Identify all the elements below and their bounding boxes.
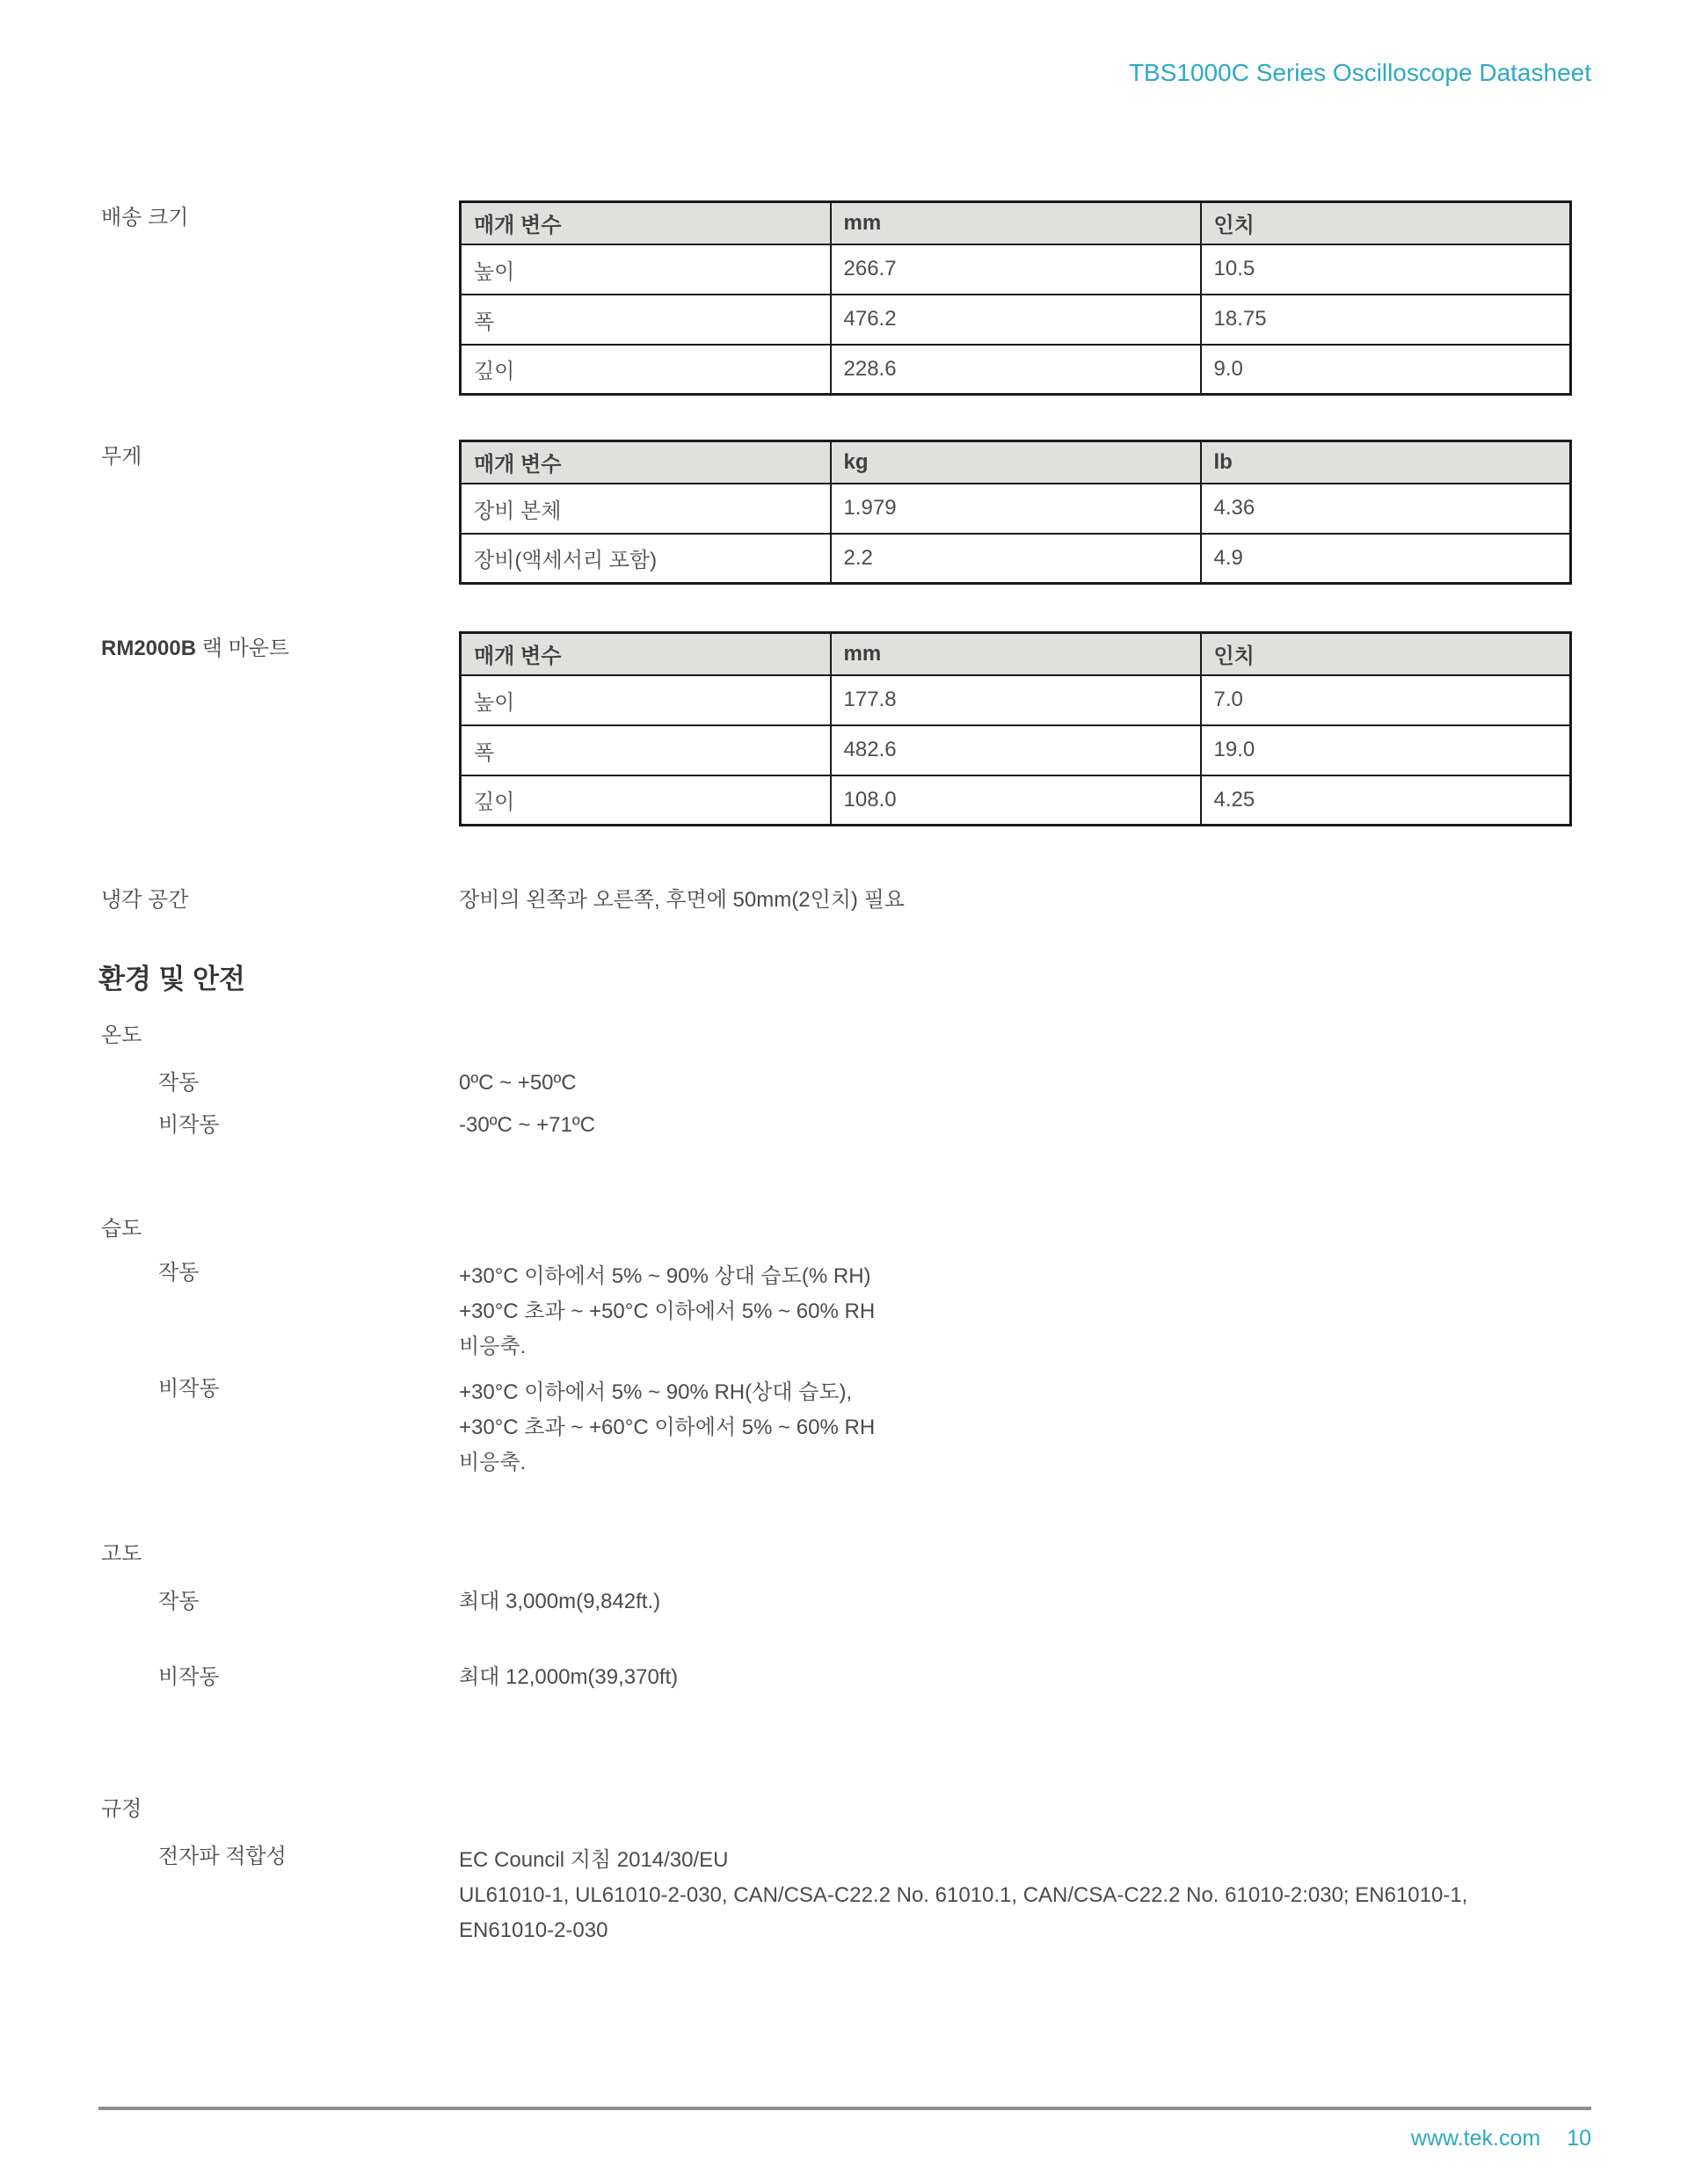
cell-mm: 266.7 [831, 244, 1201, 295]
section-label-humidity: 습도 [101, 1217, 142, 1241]
section-label-weight: 무게 [101, 445, 142, 469]
section-label-shipping-size: 배송 크기 [101, 206, 189, 229]
footer-divider [98, 2107, 1591, 2110]
cell-parameter: 깊이 [461, 775, 831, 826]
table-row [461, 295, 1571, 345]
table-header-mm: mm [831, 202, 1201, 244]
spec-value: 최대 12,000m(39,370ft) [459, 1665, 679, 1689]
cell-inch: 9.0 [1201, 345, 1571, 395]
cell-mm: 177.8 [831, 675, 1201, 725]
spec-value-line: EC Council 지침 2014/30/EU [459, 1848, 729, 1872]
cell-parameter: 높이 [461, 244, 831, 295]
table-row [461, 484, 1571, 534]
spec-value-line: +30°C 초과 ~ +50°C 이하에서 5% ~ 60% RH [459, 1299, 876, 1323]
cell-mm: 108.0 [831, 775, 1201, 826]
weight-table [459, 440, 1572, 585]
spec-value-line: UL61010-1, UL61010-2-030, CAN/CSA-C22.2 No. 61010.1, CAN/CSA-C22.2 No. 61010-2:030; EN61010-1, [459, 1883, 1468, 1907]
spec-sublabel: 비작동 [158, 1113, 220, 1137]
spec-sublabel: 전자파 적합성 [158, 1845, 287, 1868]
spec-sublabel: 작동 [158, 1590, 200, 1613]
table-row [461, 345, 1571, 395]
table-header-parameter: 매개 변수 [461, 202, 831, 244]
table-header-parameter: 매개 변수 [461, 633, 831, 675]
footer-website-link[interactable]: www.tek.com [1410, 2126, 1541, 2151]
cell-kg: 1.979 [831, 484, 1201, 534]
table-header-mm: mm [831, 633, 1201, 675]
table-header-lb: lb [1201, 441, 1571, 484]
spec-value-line: +30°C 초과 ~ +60°C 이하에서 5% ~ 60% RH [459, 1416, 876, 1439]
spec-value: 최대 3,000m(9,842ft.) [459, 1590, 661, 1613]
table-row [461, 725, 1571, 775]
cell-lb: 4.36 [1201, 484, 1571, 534]
footer [1411, 2124, 1591, 2152]
cell-parameter: 장비(액세서리 포함) [461, 534, 831, 584]
section-label-altitude: 고도 [101, 1542, 142, 1566]
spec-sublabel: 비작동 [158, 1665, 220, 1689]
spec-value-line: EN61010-2-030 [459, 1918, 608, 1942]
cell-inch: 10.5 [1201, 244, 1571, 295]
spec-value-line: +30°C 이하에서 5% ~ 90% 상대 습도(% RH) [459, 1264, 871, 1288]
table-header-inch: 인치 [1201, 202, 1571, 244]
table-header-row [461, 633, 1571, 675]
cell-parameter: 장비 본체 [461, 484, 831, 534]
cell-mm: 228.6 [831, 345, 1201, 395]
spec-value [459, 1843, 1467, 1948]
table-row [461, 775, 1571, 826]
table-header-inch: 인치 [1201, 633, 1571, 675]
spec-value-line: +30°C 이하에서 5% ~ 90% RH(상대 습도), [459, 1380, 853, 1404]
cell-parameter: 폭 [461, 725, 831, 775]
cell-inch: 4.25 [1201, 775, 1571, 826]
spec-value-line: 비응축. [459, 1335, 527, 1358]
spec-label: 냉각 공간 [101, 888, 189, 912]
cell-parameter: 깊이 [461, 345, 831, 395]
table-header-parameter: 매개 변수 [461, 441, 831, 484]
cell-lb: 4.9 [1201, 534, 1571, 584]
spec-value [459, 1259, 875, 1365]
document-title: TBS1000C Series Oscilloscope Datasheet [1128, 59, 1591, 86]
spec-sublabel: 작동 [158, 1071, 200, 1095]
cell-kg: 2.2 [831, 534, 1201, 584]
table-row [461, 244, 1571, 295]
cell-parameter: 폭 [461, 295, 831, 345]
cell-inch: 7.0 [1201, 675, 1571, 725]
spec-value-line: 비응축. [459, 1451, 527, 1474]
cell-parameter: 높이 [461, 675, 831, 725]
cell-inch: 18.75 [1201, 295, 1571, 345]
table-header-kg: kg [831, 441, 1201, 484]
section-label-temperature: 온도 [101, 1023, 142, 1047]
spec-value: 0ºC ~ +50ºC [459, 1071, 577, 1095]
cell-inch: 19.0 [1201, 725, 1571, 775]
spec-value [459, 1375, 875, 1481]
cell-mm: 482.6 [831, 725, 1201, 775]
cell-mm: 476.2 [831, 295, 1201, 345]
table-row [461, 534, 1571, 584]
spec-sublabel: 비작동 [158, 1377, 220, 1401]
rackmount-table [459, 631, 1572, 826]
spec-value: 장비의 왼쪽과 오른쪽, 후면에 50mm(2인치) 필요 [459, 888, 905, 912]
page-number: 10 [1567, 2126, 1591, 2151]
spec-sublabel: 작동 [158, 1261, 200, 1285]
rackmount-label-text: 랙 마운트 [196, 637, 290, 660]
table-row [461, 675, 1571, 725]
table-header-row [461, 441, 1571, 484]
rackmount-model: RM2000B [101, 637, 197, 660]
table-header-row [461, 202, 1571, 244]
section-heading-environment-safety: 환경 및 안전 [98, 964, 245, 994]
section-label-rackmount [101, 635, 289, 663]
shipping-size-table [459, 200, 1572, 396]
spec-value: -30ºC ~ +71ºC [459, 1113, 595, 1137]
section-label-regulatory: 규정 [101, 1797, 142, 1821]
